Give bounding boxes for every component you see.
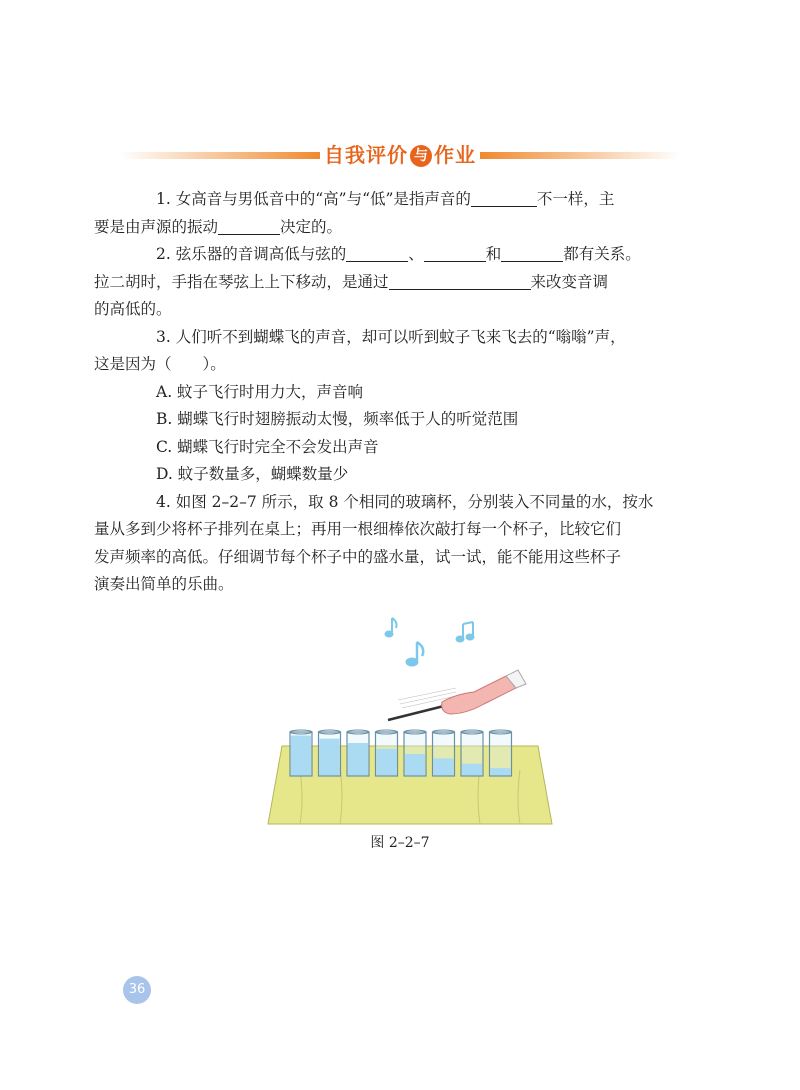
option-d: D. 蚊子数量多，蝴蝶数量少 <box>156 465 349 483</box>
answer-blank[interactable] <box>471 191 537 208</box>
glass <box>319 730 341 776</box>
music-note-icon <box>385 618 474 666</box>
header-bar-left <box>120 152 320 159</box>
answer-blank[interactable] <box>218 218 280 235</box>
figure-glasses <box>260 610 560 840</box>
glass <box>347 730 369 776</box>
glass <box>490 730 512 776</box>
arm-with-stick <box>388 670 526 720</box>
glass-outline <box>319 732 341 776</box>
glass <box>461 730 483 776</box>
glass-outline <box>433 732 455 776</box>
glass <box>290 730 312 776</box>
option-a: A. 蚊子飞行时用力大，声音响 <box>156 382 364 401</box>
option-b: B. 蝴蝶飞行时翅膀振动太慢，频率低于人的听觉范围 <box>156 410 519 428</box>
glass-outline <box>404 732 426 776</box>
option-c: C. 蝴蝶飞行时完全不会发出声音 <box>156 437 379 456</box>
glasses-illustration <box>260 610 560 840</box>
header-bar-right <box>480 152 680 159</box>
glass-outline <box>290 732 312 776</box>
title-circle: 与 <box>410 145 432 167</box>
question-1: 1. 女高音与男低音中的“高”与“低”是指声音的 不一样，主 要是由声源的振动 决定的。 <box>94 190 615 236</box>
glass-outline <box>490 732 512 776</box>
exercise-text <box>94 186 680 599</box>
answer-blank[interactable] <box>389 273 531 290</box>
glass-outline <box>347 732 369 776</box>
answer-blank[interactable] <box>346 246 408 263</box>
glass-outline <box>461 732 483 776</box>
answer-blank[interactable] <box>501 246 563 263</box>
glass <box>376 730 398 776</box>
question-4: 4. 如图 2–2–7 所示，取 8 个相同的玻璃杯，分别装入不同量的水，按水 量从多到少将杯子排列在桌上；再用一根细棒依次敲打每一个杯子，比较它们 发声频率的高低。仔细调节每个杯子中的盛水量，试一试，能不能用这些杯子 演奏出简单的乐曲。 <box>94 492 654 593</box>
answer-blank[interactable] <box>424 246 486 263</box>
question-3: 3. 人们听不到蝴蝶飞的声音，却可以听到蚊子飞来飞去的“嗡嗡”声， 这是因为（ ）。 <box>94 327 626 373</box>
question-2: 2. 弦乐器的音调高低与弦的 、 和 都有关系。 拉二胡时，手指在琴弦上上下移动，是通过 来改变音调 的高低的。 <box>94 245 641 318</box>
section-header <box>120 140 680 170</box>
figure-caption: 图 2–2–7 <box>370 835 430 851</box>
section-title: 自我评价 与 作业 <box>324 143 476 167</box>
glass-outline <box>376 732 398 776</box>
glass <box>433 730 455 776</box>
page-number: 36 <box>123 976 151 1004</box>
glass <box>404 730 426 776</box>
